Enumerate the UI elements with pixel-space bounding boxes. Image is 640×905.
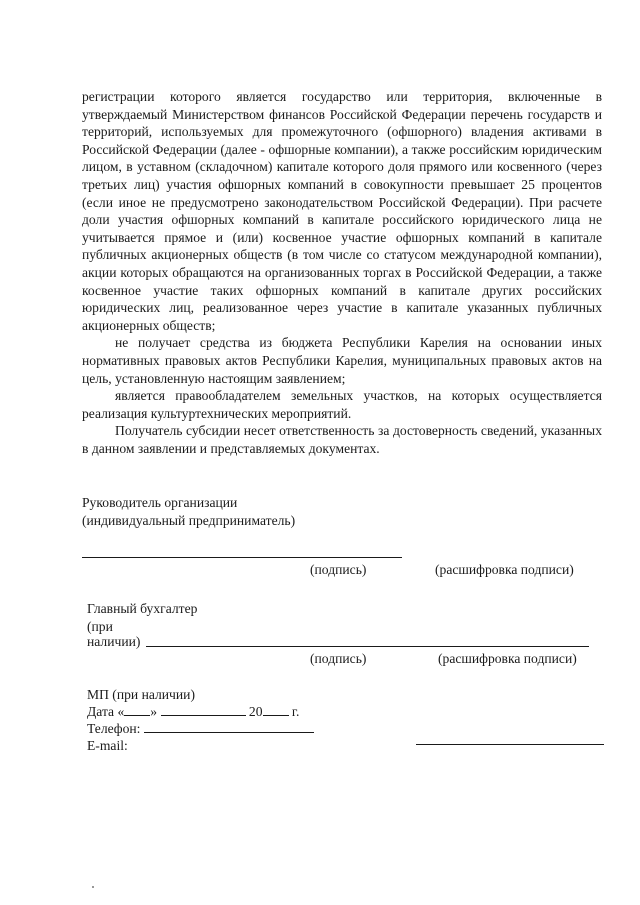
accountant-title: Главный бухгалтер: [87, 601, 198, 616]
date-day-field[interactable]: [124, 704, 150, 716]
date-row: [87, 703, 299, 721]
accountant-signature-caption: (подпись): [310, 651, 367, 666]
date-prefix: Дата «: [87, 704, 125, 719]
head-title: Руководитель организации: [82, 495, 238, 510]
paragraph-responsibility: Получатель субсидии несет ответственность за достоверность сведений, указанных в данном заявлении и представляемых документах.: [82, 423, 602, 456]
body-text: [82, 88, 602, 457]
phone-field[interactable]: [144, 721, 314, 733]
head-decode-caption: (расшифровка подписи): [435, 562, 574, 577]
accountant-note-line2: наличии): [87, 634, 141, 649]
accountant-signature-line[interactable]: [146, 646, 589, 647]
stamp-label: МП (при наличии): [87, 687, 195, 702]
head-signature-line[interactable]: [82, 557, 402, 558]
date-year-field[interactable]: [263, 704, 289, 716]
accountant-note-line1: (при: [87, 619, 113, 634]
date-month-field[interactable]: [161, 704, 246, 716]
phone-label: Телефон:: [87, 721, 141, 736]
date-year-suffix: г.: [291, 704, 300, 719]
email-label: E-mail:: [87, 738, 128, 753]
paragraph-offshore-conditions: регистрации которого является государство или территория, включенные в утверждаемый Министерством финансов Российской Федерации перечень государств и территорий, используемых для промежуточного (офшорного) владения активами в Российской Федерации (далее - офшорные компании), а также российским юридическим лицом, в уставном (складочном) капитале которого доля прямого или косвенного (через третьих лиц) участия офшорных компаний в совокупности превышает 25 процентов (если иное не предусмотрено законодательством Российской Федерации). При расчете доли участия офшорных компаний в капитале российского юридического лица не учитывается прямое и (или) косвенное участие офшорных компаний в капитале публичных акционерных обществ (в том числе со статусом международной компании), акции которых обращаются на организованных торгах в Российской Федерации, а также косвенное участие таких офшорных компаний в капитале других российских юридических лиц, реализованное через участие в капитале указанных публичных акционерных обществ;: [82, 89, 602, 333]
head-subtitle: (индивидуальный предприниматель): [82, 513, 296, 528]
paragraph-no-other-funds: не получает средства из бюджета Республики Карелия на основании иных нормативных правовых актов Республики Карелия, муниципальных правовых актов на цель, установленную настоящим заявлением;: [82, 335, 602, 386]
head-signature-caption: (подпись): [310, 562, 367, 577]
scan-speck: [92, 886, 94, 888]
paragraph-land-owner: является правообладателем земельных участков, на которых осуществляется реализация культуртехнических мероприятий.: [82, 388, 602, 421]
email-field[interactable]: [416, 744, 604, 745]
date-century: 20: [248, 704, 263, 719]
phone-row: [87, 720, 314, 738]
accountant-decode-caption: (расшифровка подписи): [438, 651, 577, 666]
date-quote-close: »: [150, 704, 158, 719]
